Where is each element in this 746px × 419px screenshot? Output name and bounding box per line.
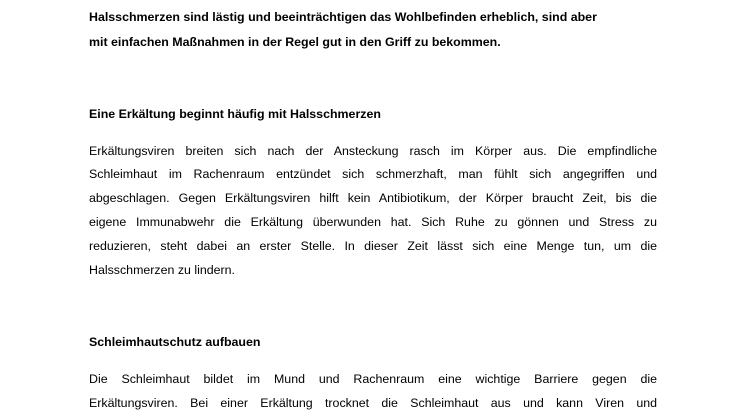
paragraph-line: Schleimhaut im Rachenraum entzündet sich schmerzhaft, man fühlt sich angegriffen und [89, 167, 657, 181]
section-heading-erkaeltung: Eine Erkältung beginnt häufig mit Halsschmerzen [89, 107, 381, 121]
paragraph-line: Halsschmerzen zu lindern. [89, 263, 235, 277]
paragraph-line: Erkältungsviren. Bei einer Erkältung trocknet die Schleimhaut aus und kann Viren und [89, 396, 657, 410]
paragraph-line: eigene Immunabwehr die Erkältung überwunden hat. Sich Ruhe zu gönnen und Stress zu [89, 215, 657, 229]
paragraph-line: Erkältungsviren breiten sich nach der Ansteckung rasch im Körper aus. Die empfindliche [89, 144, 657, 158]
paragraph-line: reduzieren, steht dabei an erster Stelle. In dieser Zeit lässt sich eine Menge tun, um die [89, 239, 657, 253]
section-heading-schleimhautschutz: Schleimhautschutz aufbauen [89, 335, 261, 349]
intro-line-2: mit einfachen Maßnahmen in der Regel gut in den Griff zu bekommen. [89, 35, 501, 49]
intro-line-1: Halsschmerzen sind lästig und beeinträchtigen das Wohlbefinden erheblich, sind aber [89, 10, 597, 24]
paragraph-line: abgeschlagen. Gegen Erkältungsviren hilft kein Antibiotikum, der Körper braucht Zeit, bis die [89, 191, 657, 205]
paragraph-line: Die Schleimhaut bildet im Mund und Rachenraum eine wichtige Barriere gegen die [89, 372, 657, 386]
